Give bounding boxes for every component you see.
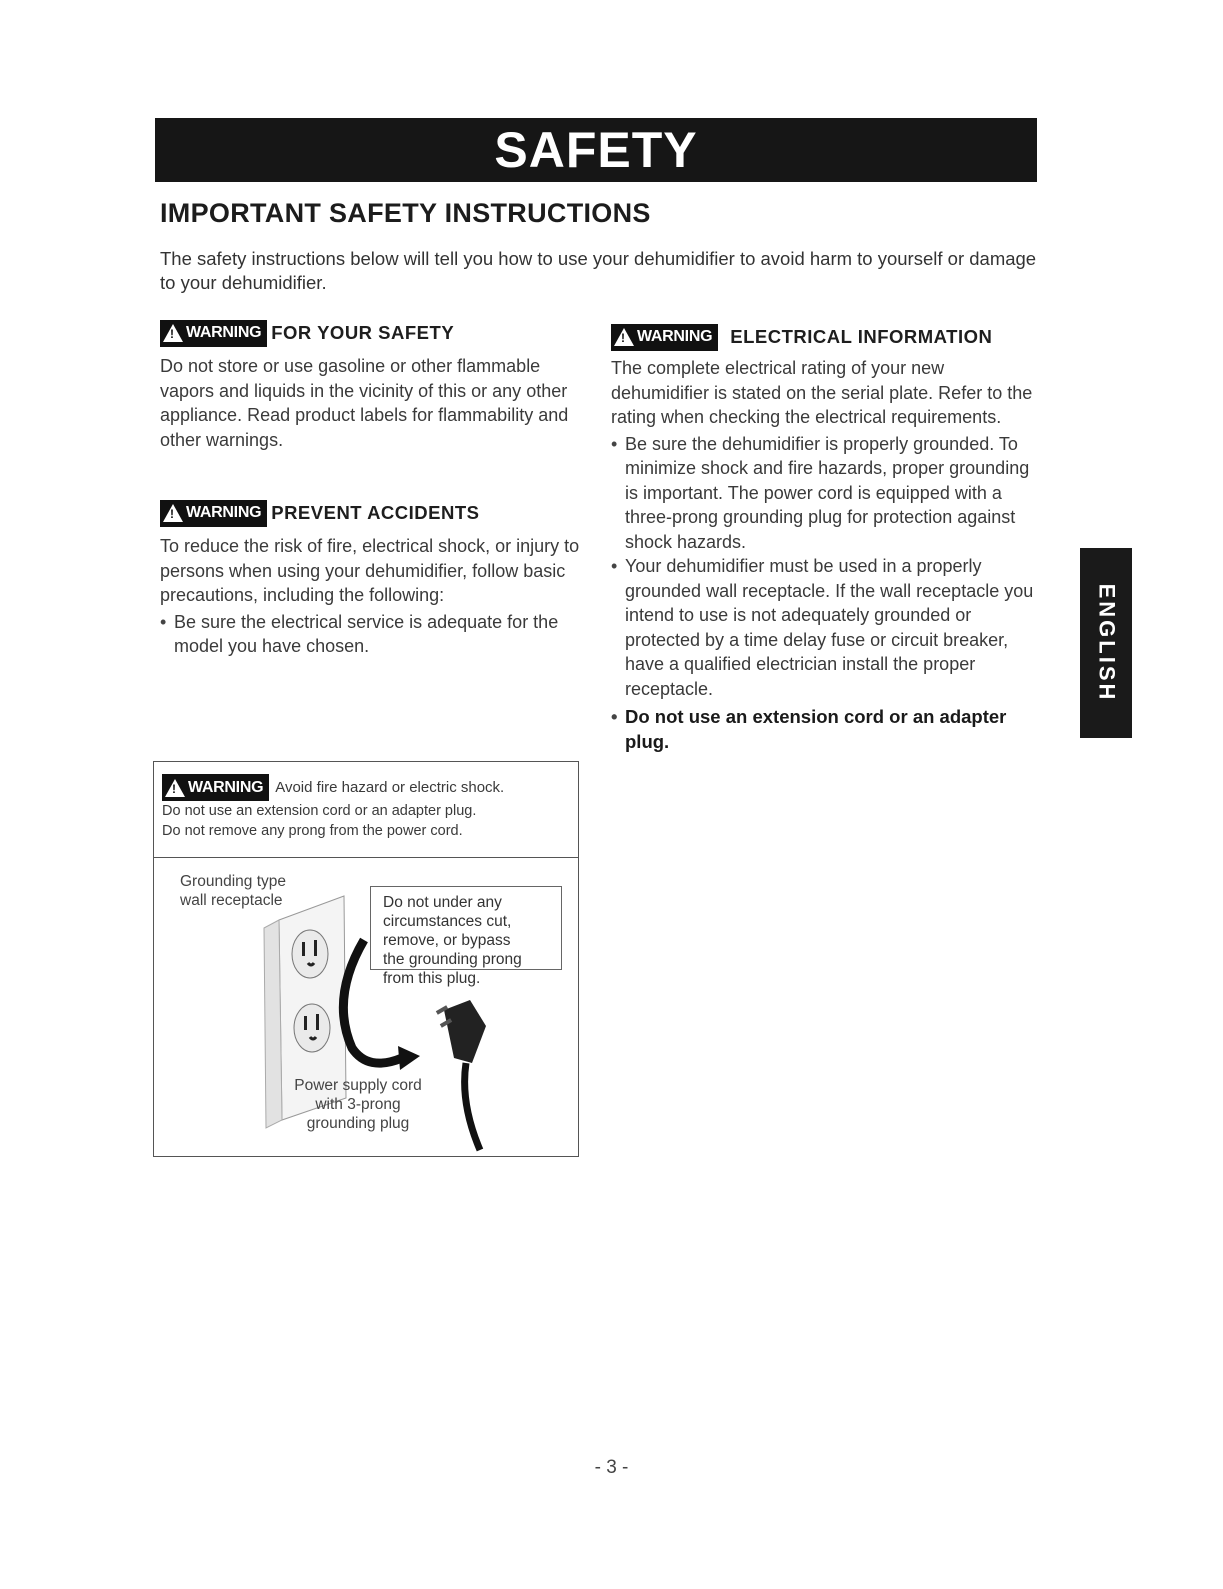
electrical-section — [611, 322, 1041, 754]
accidents-title: PREVENT ACCIDENTS — [271, 502, 480, 523]
list-item: • Be sure the electrical service is adequate for the model you have chosen. — [160, 610, 580, 659]
safety-section — [160, 318, 580, 452]
warning-figure-box — [153, 761, 579, 1157]
plug-label: Power supply cord with 3-prong grounding plug — [294, 1077, 422, 1132]
warning-badge: ! WARNING — [160, 320, 267, 347]
electrical-bullets — [611, 432, 1041, 755]
accidents-section — [160, 498, 580, 659]
accidents-body: To reduce the risk of fire, electrical shock, or injury to persons when using your dehumidifier, follow basic precautions, including the following: — [160, 536, 580, 605]
warning-triangle-icon — [614, 328, 634, 346]
page-number: - 3 - — [594, 1457, 629, 1478]
figure-line-1: Do not use an extension cord or an adapter plug. — [162, 803, 477, 819]
warning-triangle-icon — [163, 324, 183, 342]
page-title: IMPORTANT SAFETY INSTRUCTIONS — [160, 198, 651, 228]
accidents-bullets — [160, 610, 580, 659]
electrical-title: ELECTRICAL INFORMATION — [730, 326, 993, 347]
receptacle-label: Grounding type wall receptacle — [180, 873, 286, 909]
banner-title: SAFETY — [494, 122, 698, 178]
list-item: • Your dehumidifier must be used in a properly grounded wall receptacle. If the wall receptacle you intend to use is not adequately grounded or protected by a time delay fuse or circuit breaker, have a qualified electrician install the proper receptacle. — [611, 554, 1041, 701]
plug-illustration — [154, 858, 578, 1156]
safety-title: FOR YOUR SAFETY — [271, 322, 455, 343]
warning-badge: ! WARNING — [611, 324, 718, 351]
section-banner — [155, 118, 1037, 182]
electrical-body: The complete electrical rating of your new dehumidifier is stated on the serial plate. Refer to the rating when checking the electrical requirements. — [611, 358, 1033, 427]
figure-head-text: Avoid fire hazard or electric shock. — [275, 779, 505, 796]
language-tab-label: ENGLISH — [1094, 583, 1120, 703]
warning-badge: ! WARNING — [162, 774, 269, 801]
list-item-bold: • Do not use an extension cord or an adapter plug. — [611, 705, 1041, 754]
figure-warning-header — [154, 762, 578, 858]
intro-paragraph: The safety instructions below will tell you how to use your dehumidifier to avoid harm to yourself or damage to your dehumidifier. — [160, 248, 1037, 293]
warning-triangle-icon — [165, 779, 185, 797]
warning-triangle-icon — [163, 504, 183, 522]
warning-badge: ! WARNING — [160, 500, 267, 527]
language-tab — [1080, 548, 1132, 738]
list-item: • Be sure the dehumidifier is properly grounded. To minimize shock and fire hazards, proper grounding is important. The power cord is equipped with a three-prong grounding plug for protection against shock hazards. — [611, 432, 1041, 555]
figure-line-2: Do not remove any prong from the power cord. — [162, 823, 463, 839]
safety-body: Do not store or use gasoline or other flammable vapors and liquids in the vicinity of this or any other appliance. Read product labels for flammability and other warnings. — [160, 356, 569, 450]
prong-warning-callout: Do not under any circumstances cut, remove, or bypass the grounding prong from this plug. — [370, 886, 562, 970]
